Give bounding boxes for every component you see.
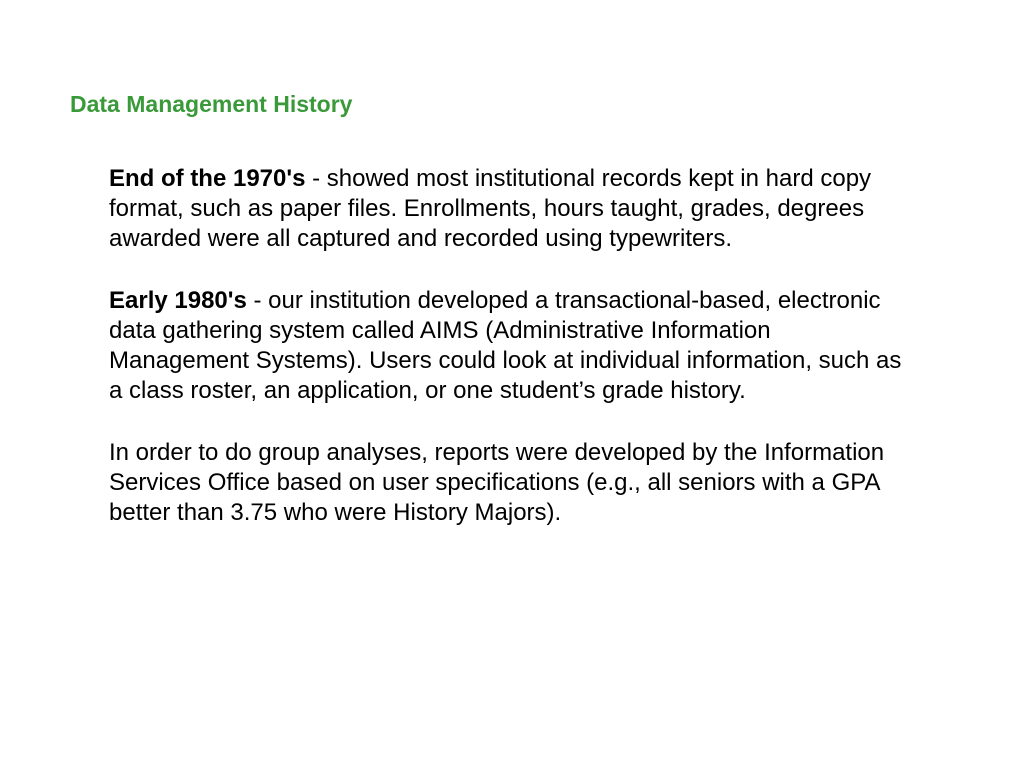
paragraph-lead: End of the 1970's [109,165,306,192]
slide-title: Data Management History [70,91,353,117]
paragraph-text: - showed most institutional records kept in hard copy format, such as paper files. Enrollments, hours taught, grades, degrees awarded were all captured and recorded using typewriters. [109,165,872,252]
paragraph-lead: Early 1980's [109,287,247,314]
slide-body [109,164,909,560]
paragraph-1970s [109,164,909,254]
paragraph-1980s [109,286,909,406]
paragraph-text: In order to do group analyses, reports were developed by the Information Services Office based on user specifications (e.g., all seniors with a GPA better than 3.75 who were History Majors). [109,439,885,526]
paragraph-group-analyses [109,438,909,528]
paragraph-text: - our institution developed a transactional-based, electronic data gathering system called AIMS (Administrative Information Management Systems). Users could look at individual information, such as a class roster, an application, or one student’s grade history. [109,287,902,404]
